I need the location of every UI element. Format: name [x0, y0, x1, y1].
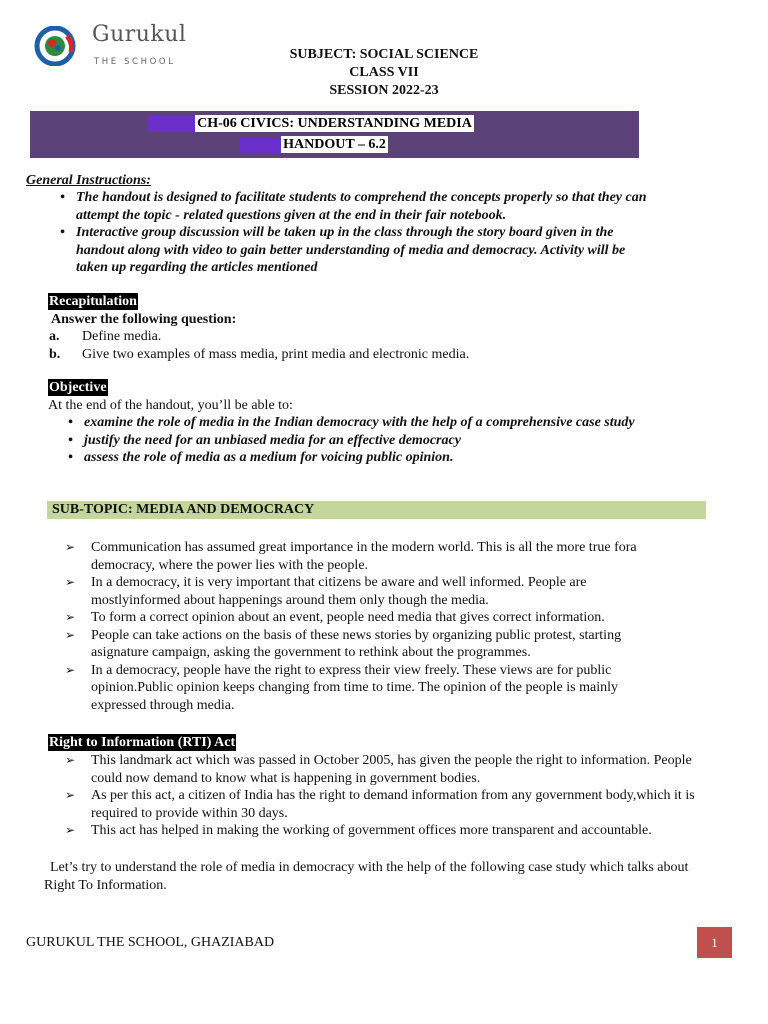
subject-line: SUBJECT: SOCIAL SCIENCE: [289, 47, 479, 62]
media-point: ➢ In a democracy, people have the right to express their view freely. These views are for public opinion.Public opinion keeps changing from time to time. The opinion of the people is mainly expressed through media.: [65, 662, 665, 715]
closing-paragraph: Let’s try to understand the role of media in democracy with the help of the following case study which talks about Right To Information.: [44, 860, 689, 893]
instructions-heading: General Instructions:: [26, 173, 151, 188]
recap-list: [49, 328, 649, 363]
media-point: ➢ Communication has assumed great importance in the modern world. This is all the more true fora democracy, where the power lies with the people.: [65, 539, 665, 574]
handout-number: HANDOUT – 6.2: [283, 137, 386, 152]
document-header: [0, 46, 768, 100]
chapter-band: [30, 111, 639, 158]
objective-list: [64, 414, 654, 467]
recap-prompt: Answer the following question:: [51, 312, 237, 327]
objective-item: • assess the role of media as a medium for voicing public opinion.: [64, 449, 654, 467]
media-point: ➢ People can take actions on the basis of these news stories by organizing public protest, starting asignature campaign, asking the government to rethink about the programmes.: [65, 627, 665, 662]
recap-label: Recapitulation: [49, 294, 137, 309]
subtopic-heading: SUB-TOPIC: MEDIA AND DEMOCRACY: [47, 501, 706, 519]
recap-item: a. Define media.: [49, 329, 162, 344]
logo-subtitle: THE SCHOOL: [94, 57, 176, 67]
recap-item: b. Give two examples of mass media, print media and electronic media.: [49, 346, 470, 362]
session-line: SESSION 2022-23: [329, 83, 439, 98]
objective-intro: At the end of the handout, you’ll be able to:: [48, 398, 293, 413]
objective-label: Objective: [49, 380, 107, 395]
instructions-list: [56, 189, 656, 277]
rti-label: Right to Information (RTI) Act: [49, 735, 236, 750]
objective-item: • justify the need for an unbiased media for an effective democracy: [64, 432, 654, 450]
footer-school: GURUKUL THE SCHOOL, GHAZIABAD: [26, 935, 275, 950]
page-number: 1: [697, 927, 732, 958]
media-points-list: [65, 539, 665, 714]
rti-point: ➢ As per this act, a citizen of India has the right to demand information from any government body,which it is required to provide within 30 days.: [65, 787, 695, 822]
rti-point: ➢ This act has helped in making the working of government offices more transparent and accountable.: [65, 822, 695, 840]
rti-point: ➢ This landmark act which was passed in October 2005, has given the people the right to information. People could now demand to know what is happening in government bodies.: [65, 752, 695, 787]
media-point: ➢ To form a correct opinion about an event, people need media that gives correct information.: [65, 609, 665, 627]
chapter-title: CH-06 CIVICS: UNDERSTANDING MEDIA: [197, 116, 472, 131]
class-line: CLASS VII: [349, 65, 419, 80]
media-point: ➢ In a democracy, it is very important that citizens be aware and well informed. People are mostlyinformed about happenings around them only though the media.: [65, 574, 665, 609]
objective-item: • examine the role of media in the Indian democracy with the help of a comprehensive case study: [64, 414, 654, 432]
logo-name: Gurukul: [92, 22, 187, 47]
rti-list: [65, 752, 695, 840]
instruction-item: • The handout is designed to facilitate students to comprehend the concepts properly so that they can attempt the topic - related questions given at the end in their fair notebook.: [56, 189, 656, 224]
instruction-item: • Interactive group discussion will be taken up in the class through the story board given in the handout along with video to gain better understanding of media and democracy. Activity will be taken up regarding the articles mentioned: [56, 224, 656, 277]
